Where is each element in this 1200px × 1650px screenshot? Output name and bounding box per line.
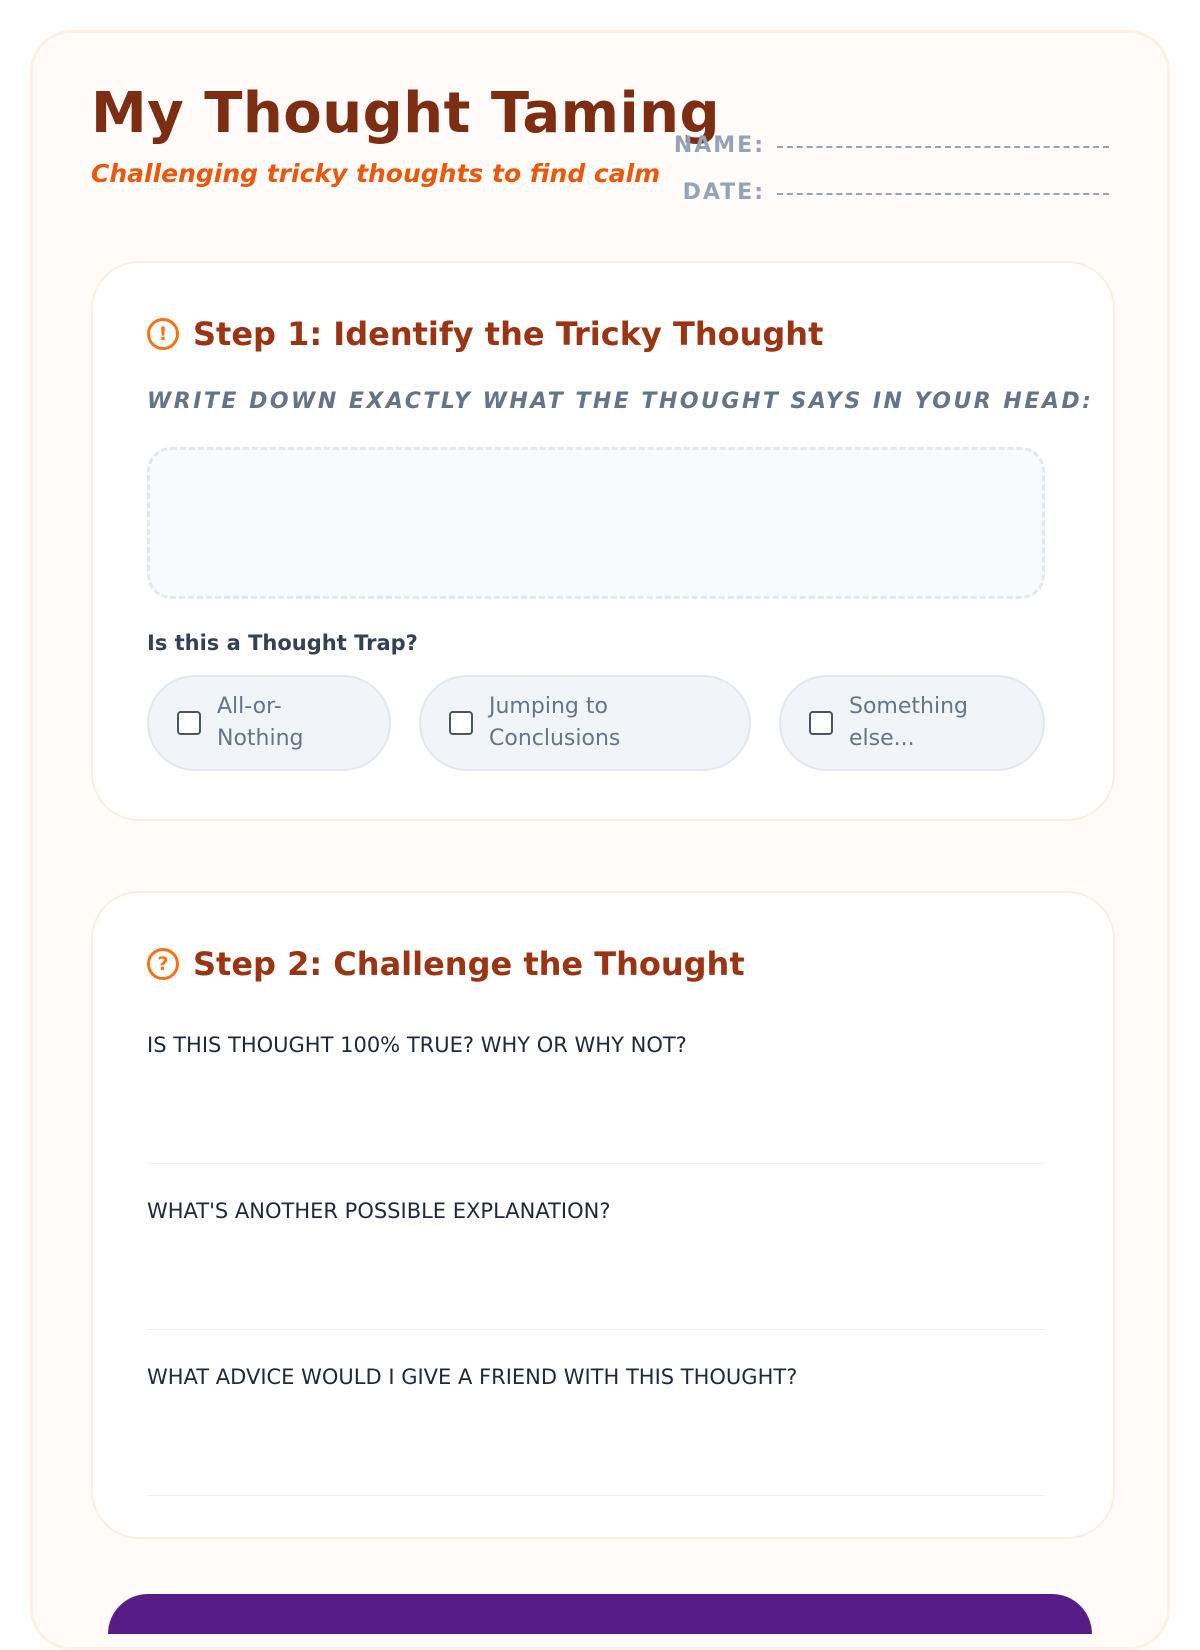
alert-circle-icon: !	[147, 318, 179, 350]
thought-write-box[interactable]	[147, 447, 1045, 599]
step1-prompt: WRITE DOWN EXACTLY WHAT THE THOUGHT SAYS IN YOUR HEAD:	[147, 389, 1094, 414]
name-label: NAME:	[673, 133, 765, 158]
answer-area-1[interactable]	[147, 1163, 1045, 1164]
question-2: WHAT'S ANOTHER POSSIBLE EXPLANATION?	[147, 1199, 611, 1223]
checkbox[interactable]	[449, 711, 473, 735]
date-label: DATE:	[682, 180, 765, 205]
option-something-else[interactable]	[779, 675, 1045, 771]
checkbox[interactable]	[177, 711, 201, 735]
step2-header	[147, 945, 745, 983]
question-3: WHAT ADVICE WOULD I GIVE A FRIEND WITH THIS THOUGHT?	[147, 1365, 798, 1389]
step2-title: Step 2: Challenge the Thought	[193, 945, 745, 983]
date-line[interactable]	[777, 193, 1109, 195]
step1-title: Step 1: Identify the Tricky Thought	[193, 315, 824, 353]
question-1: IS THIS THOUGHT 100% TRUE? WHY OR WHY NOT?	[147, 1033, 687, 1057]
step1-card	[91, 261, 1115, 821]
next-section-band	[108, 1594, 1092, 1634]
option-label: Jumping to Conclusions	[489, 694, 621, 751]
option-jumping-to-conclusions[interactable]	[419, 675, 751, 771]
checkbox[interactable]	[809, 711, 833, 735]
answer-area-2[interactable]	[147, 1329, 1045, 1330]
page-subtitle: Challenging tricky thoughts to find calm	[91, 159, 661, 188]
worksheet-page	[30, 30, 1170, 1650]
option-all-or-nothing[interactable]	[147, 675, 391, 771]
option-label: All-or-Nothing	[217, 694, 304, 751]
page-title: My Thought Taming	[91, 81, 721, 146]
step1-header	[147, 315, 823, 353]
thought-trap-question: Is this a Thought Trap?	[147, 631, 418, 655]
date-field[interactable]	[683, 180, 1109, 205]
name-line[interactable]	[777, 146, 1109, 148]
answer-area-3[interactable]	[147, 1495, 1045, 1496]
option-label: Something else...	[849, 694, 968, 751]
question-circle-icon: ?	[147, 948, 179, 980]
name-field[interactable]	[674, 133, 1109, 158]
step2-card	[91, 891, 1115, 1539]
